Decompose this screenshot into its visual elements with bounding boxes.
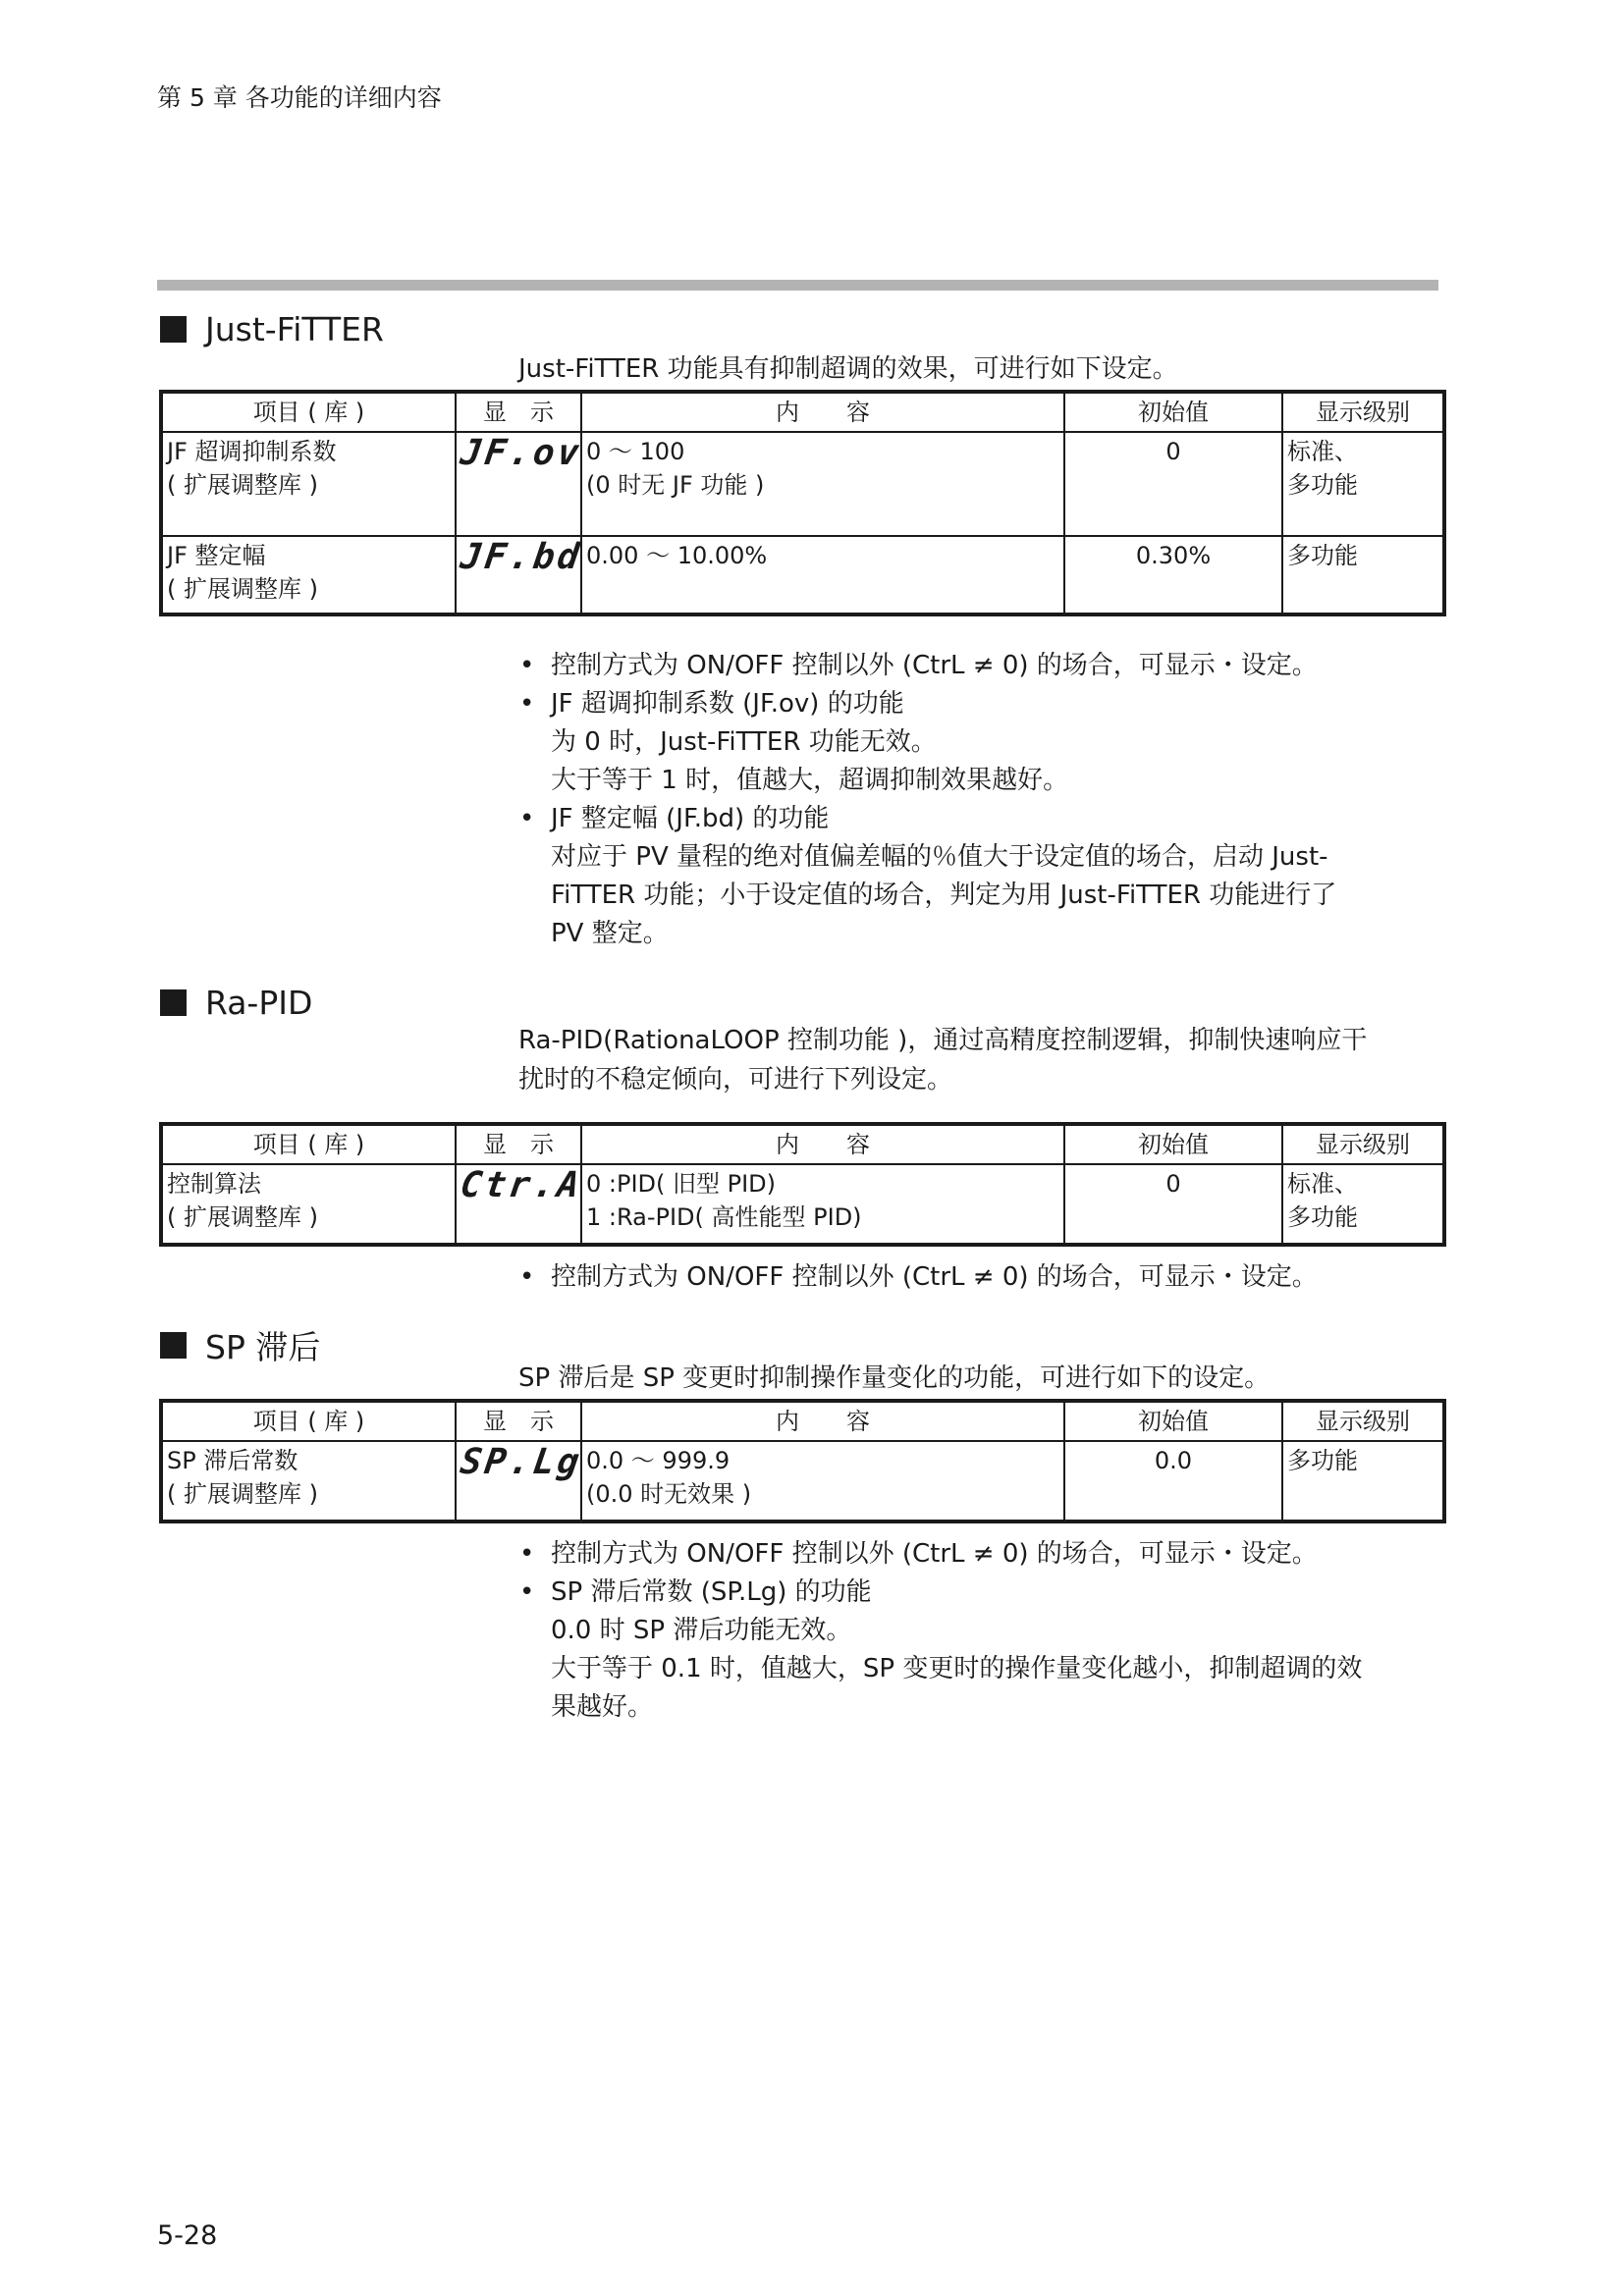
note-line: JF 整定幅 (JF.bd) 的功能 [551, 804, 830, 833]
content-cell [581, 1441, 1064, 1522]
table-header-row [161, 1401, 1444, 1441]
list-item [517, 1258, 1431, 1297]
header-initial: 初始值 [1064, 1401, 1282, 1441]
square-bullet-icon [160, 989, 187, 1016]
item-name: JF 整定幅 [167, 542, 266, 569]
list-item [517, 1535, 1431, 1574]
header-content: 内 容 [581, 1124, 1064, 1164]
segment-display-code: JF.bd [458, 537, 585, 577]
header-initial: 初始值 [1064, 392, 1282, 432]
header-item: 项目 ( 库 ) [161, 1124, 456, 1164]
table-header-row [161, 1124, 1444, 1164]
content-line: (0 时无 JF 功能 ) [586, 471, 765, 499]
note-line: 大于等于 1 时，值越大，超调抑制效果越好。 [551, 766, 1069, 795]
intro-line: Just-FiTTER 功能具有抑制超调的效果，可进行如下设定。 [518, 354, 1178, 384]
content-line: (0.0 时无效果 ) [586, 1480, 752, 1508]
bullet-dot-icon: • [519, 804, 535, 833]
level-line: 多功能 [1287, 1447, 1358, 1474]
header-rule [157, 280, 1438, 291]
note-line: SP 滞后常数 (SP.Lg) 的功能 [551, 1577, 872, 1607]
notes-list [517, 647, 1431, 953]
header-display: 显 示 [456, 392, 581, 432]
notes-list [517, 1258, 1431, 1297]
content-cell [581, 432, 1064, 536]
section-intro [518, 1359, 1432, 1398]
bullet-dot-icon: • [519, 689, 535, 719]
section-title: Just-FiTTER [205, 310, 384, 348]
intro-line: 扰时的不稳定倾向，可进行下列设定。 [518, 1065, 953, 1095]
display-cell [456, 1164, 585, 1245]
content-cell [581, 1164, 1064, 1245]
item-name: JF 超调抑制系数 [167, 438, 337, 465]
note-line: JF 超调抑制系数 (JF.ov) 的功能 [551, 689, 904, 719]
content-cell [581, 536, 1064, 614]
page-number: 5-28 [157, 2220, 218, 2251]
item-cell [161, 536, 456, 614]
item-bank: ( 扩展调整库 ) [167, 575, 318, 603]
note-line: 控制方式为 ON/OFF 控制以外 (CtrL ≠ 0) 的场合，可显示・设定。 [551, 651, 1318, 680]
level-cell [1282, 536, 1444, 614]
chapter-title: 第 5 章 各功能的详细内容 [157, 83, 442, 112]
item-name: 控制算法 [167, 1170, 261, 1198]
header-display: 显 示 [456, 1401, 581, 1441]
section-title: SP 滞后 [205, 1328, 321, 1366]
list-item [517, 685, 1431, 800]
list-item [517, 800, 1431, 953]
item-cell [161, 1164, 456, 1245]
header-level: 显示级别 [1282, 1401, 1444, 1441]
section-heading-ra-pid [160, 984, 312, 1022]
list-item [517, 647, 1431, 685]
intro-line: SP 滞后是 SP 变更时抑制操作量变化的功能，可进行如下的设定。 [518, 1363, 1271, 1393]
item-name: SP 滞后常数 [167, 1447, 298, 1474]
list-item [517, 1574, 1431, 1727]
content-line: 0.0 ～ 999.9 [586, 1447, 731, 1474]
segment-display-code: SP.Lg [458, 1442, 585, 1482]
initial-cell: 0.0 [1064, 1441, 1282, 1522]
note-line: FiTTER 功能；小于设定值的场合，判定为用 Just-FiTTER 功能进行了 [551, 881, 1337, 910]
parameter-table-ra-pid [159, 1122, 1446, 1247]
item-cell [161, 432, 456, 536]
note-line: 大于等于 0.1 时，值越大，SP 变更时的操作量变化越小，抑制超调的效 [551, 1654, 1363, 1683]
section-intro [518, 1021, 1432, 1099]
content-line: 0 ～ 100 [586, 438, 685, 465]
level-line: 多功能 [1287, 1203, 1358, 1231]
table-row [161, 1441, 1444, 1522]
note-line: 对应于 PV 量程的绝对值偏差幅的％值大于设定值的场合，启动 Just- [551, 842, 1328, 872]
section-heading-sp-lag [160, 1322, 320, 1368]
display-cell [456, 432, 585, 536]
level-cell [1282, 432, 1444, 536]
bullet-dot-icon: • [519, 1577, 535, 1607]
level-line: 标准、 [1287, 1170, 1358, 1198]
display-cell [456, 1441, 585, 1522]
item-bank: ( 扩展调整库 ) [167, 1480, 318, 1508]
section-intro [518, 349, 1432, 389]
note-line: 控制方式为 ON/OFF 控制以外 (CtrL ≠ 0) 的场合，可显示・设定。 [551, 1539, 1318, 1569]
section-heading-just-fitter [160, 310, 384, 348]
header-display: 显 示 [456, 1124, 581, 1164]
table-row [161, 1164, 1444, 1245]
note-line: 控制方式为 ON/OFF 控制以外 (CtrL ≠ 0) 的场合，可显示・设定。 [551, 1262, 1318, 1292]
header-content: 内 容 [581, 392, 1064, 432]
notes-list [517, 1535, 1431, 1727]
initial-cell: 0 [1064, 432, 1282, 536]
bullet-dot-icon: • [519, 651, 535, 680]
display-cell [456, 536, 585, 614]
level-line: 多功能 [1287, 542, 1358, 569]
item-bank: ( 扩展调整库 ) [167, 471, 318, 499]
table-row [161, 536, 1444, 614]
item-cell [161, 1441, 456, 1522]
parameter-table-just-fitter [159, 390, 1446, 616]
note-line: 果越好。 [551, 1692, 654, 1722]
header-item: 项目 ( 库 ) [161, 1401, 456, 1441]
table-header-row [161, 392, 1444, 432]
note-line: 为 0 时，Just-FiTTER 功能无效。 [551, 727, 937, 757]
intro-line: Ra-PID(RationaLOOP 控制功能 )，通过高精度控制逻辑，抑制快速响应干 [518, 1026, 1368, 1055]
bullet-dot-icon: • [519, 1539, 535, 1569]
level-cell [1282, 1441, 1444, 1522]
level-line: 标准、 [1287, 438, 1358, 465]
header-content: 内 容 [581, 1401, 1064, 1441]
header-level: 显示级别 [1282, 1124, 1444, 1164]
square-bullet-icon [160, 1332, 187, 1359]
initial-cell: 0.30% [1064, 536, 1282, 614]
section-title: Ra-PID [205, 984, 313, 1022]
table-row [161, 432, 1444, 536]
initial-cell: 0 [1064, 1164, 1282, 1245]
content-line: 1 :Ra-PID( 高性能型 PID) [586, 1203, 862, 1231]
header-initial: 初始值 [1064, 1124, 1282, 1164]
note-line: 0.0 时 SP 滞后功能无效。 [551, 1616, 852, 1645]
square-bullet-icon [160, 316, 187, 343]
content-line: 0 :PID( 旧型 PID) [586, 1170, 777, 1198]
note-line: PV 整定。 [551, 919, 669, 948]
bullet-dot-icon: • [519, 1262, 535, 1292]
header-level: 显示级别 [1282, 392, 1444, 432]
level-cell [1282, 1164, 1444, 1245]
parameter-table-sp-lag [159, 1399, 1446, 1523]
content-line: 0.00 ～ 10.00% [586, 542, 768, 569]
item-bank: ( 扩展调整库 ) [167, 1203, 318, 1231]
segment-display-code: JF.ov [458, 433, 585, 473]
segment-display-code: Ctr.A [458, 1165, 585, 1205]
level-line: 多功能 [1287, 471, 1358, 499]
header-item: 项目 ( 库 ) [161, 392, 456, 432]
